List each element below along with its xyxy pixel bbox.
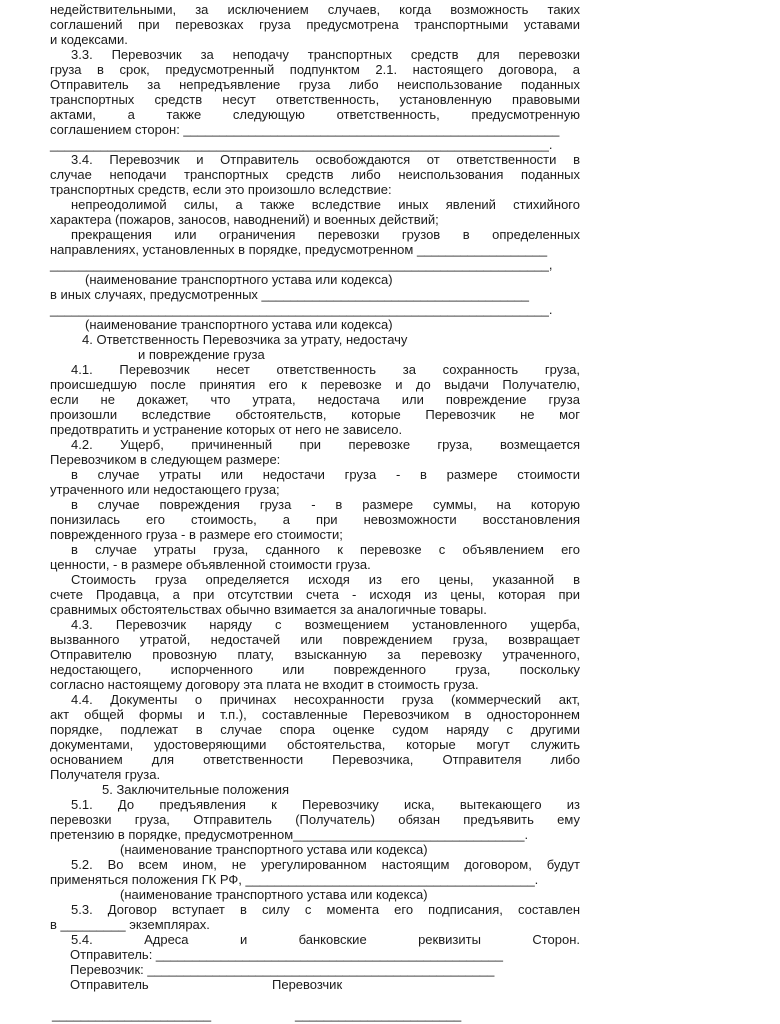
field-caption: (наименование транспортного устава или кодекса) xyxy=(85,317,393,332)
blank-field: в иных случаях, предусмотренных _____________________________________ xyxy=(50,287,530,302)
party-col-label: Перевозчик xyxy=(272,977,343,992)
field-caption: (наименование транспортного устава или кодекса) xyxy=(120,842,428,857)
text-line: понизилась его стоимость, а при невозможности восстановления xyxy=(50,512,580,527)
text-line: если не докажет, что утрата, недостача или повреждение груза xyxy=(50,392,580,407)
text-line xyxy=(50,992,580,1007)
field-caption: (наименование транспортного устава или кодекса) xyxy=(85,272,393,287)
clause-4-2: 4.2. Ущерб, причиненный при перевозке груза, возмещается xyxy=(71,437,580,452)
text-line: транспортных средств, если это произошло вследствие: xyxy=(50,182,392,197)
text-line: в случае утраты груза, сданного к перевозке с объявлением его xyxy=(71,542,580,557)
clause-3-3: 3.3. Перевозчик за неподачу транспортных средств для перевозки xyxy=(71,47,580,62)
requisites-sender: Отправитель: ________________________________________________ xyxy=(70,947,503,962)
clause-5-1: 5.1. До предъявления к Перевозчику иска, вытекающего из xyxy=(71,797,580,812)
text-line: и кодексами. xyxy=(50,32,128,47)
blank-field: направлениях, установленных в порядке, предусмотренном __________________ xyxy=(50,242,548,257)
text-line: недействительными, за исключением случаев, когда возможность таких xyxy=(50,2,580,17)
blank-field: претензию в порядке, предусмотренном________________________________. xyxy=(50,827,529,842)
text-line: документами, удостоверяющими обстоятельства, которые могут служить xyxy=(50,737,580,752)
text-line: прекращения или ограничения перевозки грузов в определенных xyxy=(71,227,580,242)
text-line: Отправитель за непредъявление груза либо неиспользование поданных xyxy=(50,77,580,92)
text-line: груза в срок, предусмотренный подпунктом 2.1. настоящего договора, а xyxy=(50,62,580,77)
section-heading-5: 5. Заключительные положения xyxy=(102,782,289,797)
text-line: Стоимость груза определяется исходя из его цены, указанной в xyxy=(71,572,580,587)
section-heading-4: и повреждение груза xyxy=(138,347,265,362)
section-heading-4: 4. Ответственность Перевозчика за утрату, недостачу xyxy=(82,332,408,347)
text-line: утраченного или недостающего груза; xyxy=(50,482,280,497)
clause-4-4: 4.4. Документы о причинах несохранности груза (коммерческий акт, xyxy=(71,692,580,707)
blank-field: _____________________________________________________________________. xyxy=(50,137,553,152)
text-line: актами, а также следующую ответственность, предусмотренную xyxy=(50,107,580,122)
text-line: поврежденного груза - в размере его стоимости; xyxy=(50,527,343,542)
text-line: основанием для ответственности Перевозчика, Отправителя либо xyxy=(50,752,580,767)
blank-field: соглашением сторон: ____________________________________________________ xyxy=(50,122,560,137)
clause-3-4: 3.4. Перевозчик и Отправитель освобождаются от ответственности в xyxy=(71,152,580,167)
blank-field: _____________________________________________________________________, xyxy=(50,257,553,272)
party-columns xyxy=(70,977,780,992)
text-line: непреодолимой силы, а также вследствие иных явлений стихийного xyxy=(71,197,580,212)
text-line: Получателя груза. xyxy=(50,767,161,782)
text-line: порядке, подлежат в случае спора оценке судом наряду с другими xyxy=(50,722,580,737)
blank-field: применяться положения ГК РФ, ________________________________________. xyxy=(50,872,539,887)
signature-lines xyxy=(52,1007,780,1022)
text-line: предотвратить и устранение которых от него не зависело. xyxy=(50,422,403,437)
clause-5-2: 5.2. Во всем ином, не урегулированном настоящим договором, будут xyxy=(71,857,580,872)
text-line: в случае повреждения груза - в размере суммы, на которую xyxy=(71,497,580,512)
text-line: недостающего, испорченного или поврежденного груза, поскольку xyxy=(50,662,580,677)
text-line: транспортных средств несут ответственность, установленную правовыми xyxy=(50,92,580,107)
text-line: акт общей формы и т.п.), составленные Перевозчиком в одностороннем xyxy=(50,707,580,722)
text-line: случае неподачи транспортных средств либо неиспользования поданных xyxy=(50,167,580,182)
party-col-label: Отправитель xyxy=(70,977,149,992)
blank-field: в _________ экземплярах. xyxy=(50,917,210,932)
text-line: вызванного утратой, недостачей или повреждением груза, возвращает xyxy=(50,632,580,647)
text-line: Перевозчиком в следующем размере: xyxy=(50,452,281,467)
clause-4-1: 4.1. Перевозчик несет ответственность за сохранность груза, xyxy=(71,362,580,377)
text-line: ценности, - в размере объявленной стоимости груза. xyxy=(50,557,371,572)
clause-4-3: 4.3. Перевозчик наряду с возмещением установленного ущерба, xyxy=(71,617,580,632)
text-line: Отправителю провозную плату, взысканную за перевозку утраченного, xyxy=(50,647,580,662)
text-line: произошли вследствие обстоятельств, которые Перевозчик не мог xyxy=(50,407,580,422)
text-line: в случае утраты или недостачи груза - в размере стоимости xyxy=(71,467,580,482)
text-line: характера (пожаров, заносов, наводнений) и военных действий; xyxy=(50,212,439,227)
signature-line: _______________________ xyxy=(295,1007,462,1022)
clause-5-4: 5.4. Адреса и банковские реквизиты Сторон. xyxy=(71,932,580,947)
text-line: происшедшую после принятия его к перевозке и до выдачи Получателю, xyxy=(50,377,580,392)
requisites-carrier: Перевозчик: ________________________________________________ xyxy=(70,962,495,977)
text-line: сравнимых обстоятельствах обычно взимается за аналогичные товары. xyxy=(50,602,487,617)
signature-line: ______________________ xyxy=(52,1007,212,1022)
blank-field: _____________________________________________________________________. xyxy=(50,302,553,317)
clause-5-3: 5.3. Договор вступает в силу с момента его подписания, составлен xyxy=(71,902,580,917)
text-line: согласно настоящему договору эта плата не входит в стоимость груза. xyxy=(50,677,479,692)
text-line: соглашений при перевозках груза предусмотрена транспортными уставами xyxy=(50,17,580,32)
field-caption: (наименование транспортного устава или кодекса) xyxy=(120,887,428,902)
text-line: перевозки груза, Отправитель (Получатель) обязан предъявить ему xyxy=(50,812,580,827)
text-line: счете Продавца, а при отсутствии счета - исходя из цены, которая при xyxy=(50,587,580,602)
